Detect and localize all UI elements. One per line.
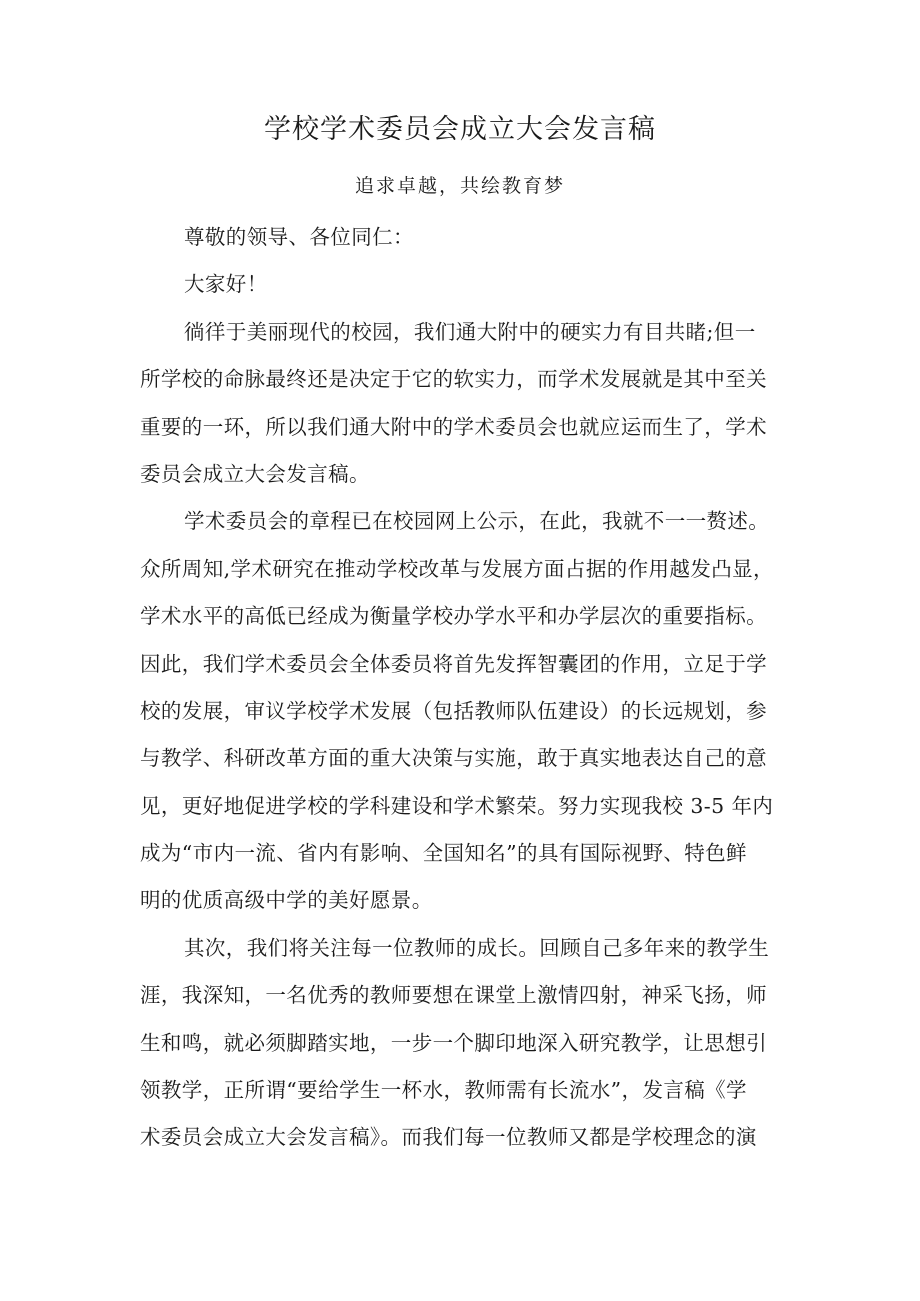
paragraph-3-line: 涯，我深知，一名优秀的教师要想在课堂上激情四射，神采飞扬，师 (140, 983, 767, 1008)
paragraph-1-line: 重要的一环，所以我们通大附中的学术委员会也就应运而生了，学术 (140, 414, 767, 439)
document-title: 学校学术委员会成立大会发言稿 (264, 114, 656, 145)
paragraph-2-line: 与教学、科研改革方面的重大决策与实施，敢于真实地表达自己的意 (140, 746, 767, 771)
document-subtitle: 追求卓越，共绘教育梦 (354, 175, 565, 197)
paragraph-2-line: 因此，我们学术委员会全体委员将首先发挥智囊团的作用，立足于学 (140, 651, 767, 676)
paragraph-1-line: 委员会成立大会发言稿。 (140, 461, 370, 486)
paragraph-1-line: 徜徉于美丽现代的校园，我们通大附中的硬实力有目共睹;但一 (184, 319, 756, 344)
paragraph-2-line: 见，更好地促进学校的学科建设和学术繁荣。努力实现我校 3-5 年内 (140, 793, 774, 818)
paragraph-2-line: 学术委员会的章程已在校园网上公示，在此，我就不一一赘述。 (184, 509, 770, 534)
paragraph-2-line: 成为“市内一流、省内有影响、全国知名”的具有国际视野、特色鲜 (140, 841, 747, 866)
paragraph-3-line: 术委员会成立大会发言稿》。而我们每一位教师又都是学校理念的演 (140, 1125, 757, 1150)
paragraph-2-line: 学术水平的高低已经成为衡量学校办学水平和办学层次的重要指标。 (140, 604, 767, 629)
salutation: 尊敬的领导、各位同仁： (184, 225, 414, 249)
document-body (140, 214, 790, 1162)
paragraph-2-line: 众所周知,学术研究在推动学校改革与发展方面占据的作用越发凸显， (140, 556, 774, 581)
paragraph-3-line: 领教学，正所谓“要给学生一杯水，教师需有长流水”，发言稿《学 (140, 1078, 747, 1103)
greeting: 大家好！ (184, 272, 268, 297)
paragraph-3-line: 生和鸣，就必须脚踏实地，一步一个脚印地深入研究教学，让思想引 (140, 1030, 767, 1055)
paragraph-2-line: 校的发展，审议学校学术发展（包括教师队伍建设）的长远规划，参 (140, 698, 767, 723)
paragraph-3-line: 其次，我们将关注每一位教师的成长。回顾自己多年来的教学生 (184, 935, 770, 960)
paragraph-1-line: 所学校的命脉最终还是决定于它的软实力，而学术发展就是其中至关 (140, 367, 767, 392)
paragraph-2-line: 明的优质高级中学的美好愿景。 (140, 888, 433, 913)
